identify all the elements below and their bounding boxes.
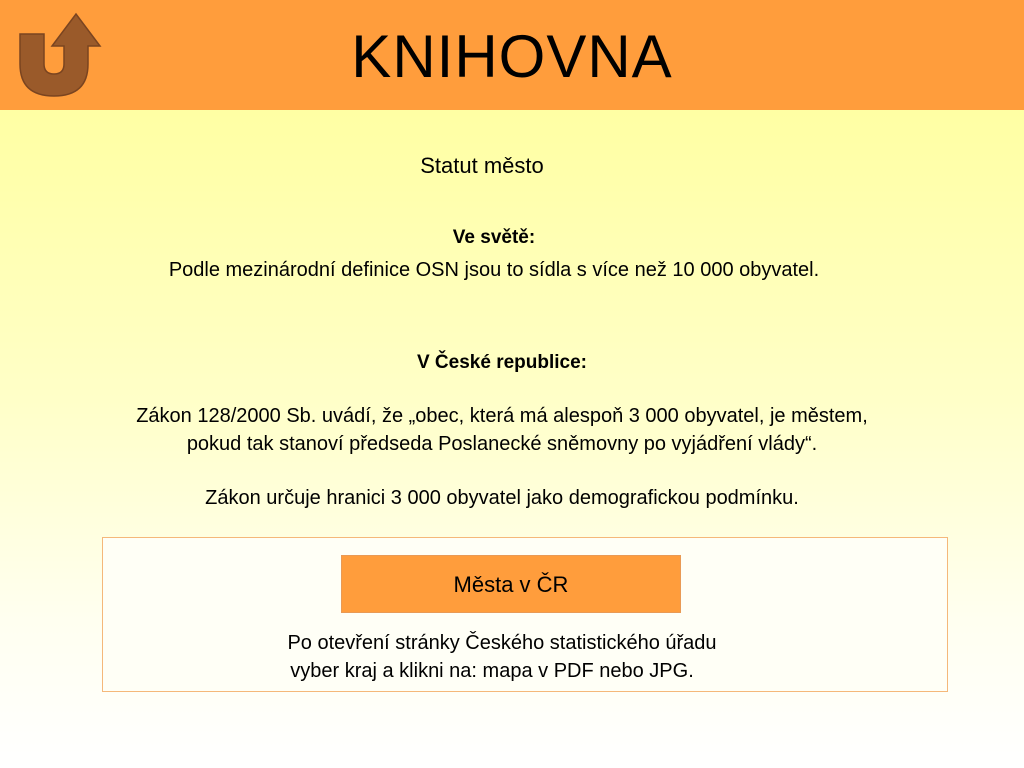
- czech-law-text-line-1: Zákon 128/2000 Sb. uvádí, že „obec, která má alespoň 3 000 obyvatel, je městem,: [136, 405, 868, 427]
- info-note-line-2: vyber kraj a klikni na: mapa v PDF nebo JPG.: [290, 660, 694, 682]
- page-title: KNIHOVNA: [351, 23, 673, 90]
- subtitle: Statut město: [420, 153, 544, 178]
- world-definition-text: Podle mezinárodní definice OSN jsou to sídla s více než 10 000 obyvatel.: [168, 259, 820, 281]
- czech-law-text-line-2: pokud tak stanoví předseda Poslanecké sněmovny po vyjádření vlády“.: [186, 433, 818, 455]
- cities-in-cr-button[interactable]: Města v ČR: [341, 555, 681, 613]
- info-note-line-1: Po otevření stránky Českého statistického úřadu: [287, 632, 717, 654]
- czech-republic-heading: V České republice:: [416, 352, 588, 373]
- czech-law-text-line-3: Zákon určuje hranici 3 000 obyvatel jako demografickou podmínku.: [205, 487, 799, 509]
- world-heading: Ve světě:: [452, 227, 536, 248]
- header-bar: [0, 0, 1024, 110]
